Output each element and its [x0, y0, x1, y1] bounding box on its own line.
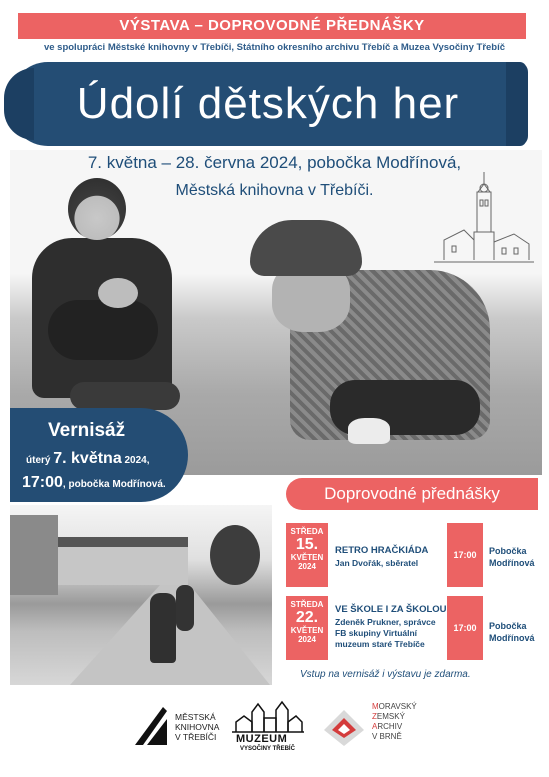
street-child — [150, 593, 176, 663]
lecture-2-place-line1: Pobočka — [489, 621, 527, 631]
lecture-1-place-line1: Pobočka — [489, 546, 527, 556]
lecture-2-year: 2024 — [298, 635, 316, 644]
archive-logo-line1: ORAVSKÝ — [378, 702, 417, 711]
lecture-1-place-line2: Modřínová — [489, 558, 535, 568]
street-child-far — [176, 585, 194, 631]
lecture-2-title: VE ŠKOLE I ZA ŠKOLOU — [335, 604, 447, 615]
library-logo-icon — [133, 705, 169, 747]
library-logo-text — [175, 712, 219, 742]
vernissage-year: 2024, — [124, 455, 150, 466]
marble-bag — [348, 418, 390, 444]
lecture-1-place — [489, 545, 535, 569]
archive-logo-line3: RCHIV — [377, 722, 403, 731]
vernissage-title: Vernisáž — [48, 420, 126, 441]
lecture-2-speaker — [335, 617, 436, 650]
library-logo-line2: KNIHOVNA — [175, 722, 220, 732]
archive-logo-initial-z: Z — [372, 712, 377, 721]
vernissage-time: 17:00 — [22, 474, 63, 491]
lecture-2-dow: STŘEDA — [290, 600, 324, 609]
vernissage-day: úterý — [26, 455, 51, 466]
vernissage-time-place — [22, 474, 166, 492]
lecture-1-speaker: Jan Dvořák, sběratel — [335, 558, 419, 568]
lecture-2-time: 17:00 — [447, 596, 483, 660]
boy-right-cap — [250, 220, 362, 276]
boy-left-hand — [98, 278, 138, 308]
vernissage-date-main: 7. května — [53, 450, 122, 467]
lecture-2-place-line2: Modřínová — [489, 633, 535, 643]
cooperation-line: ve spolupráci Městské knihovny v Třebíči, Státního okresního archivu Třebíč a Muzea Vysočiny Třebíč — [43, 42, 506, 53]
lecture-2-date — [286, 596, 328, 660]
exhibition-title: Údolí dětských her — [76, 79, 460, 128]
exhibition-venue: Městská knihovna v Třebíči. — [175, 182, 374, 199]
archive-logo-line4: V BRNĚ — [372, 732, 402, 741]
lecture-2-month: KVĚTEN — [290, 626, 324, 635]
lectures-heading: Doprovodné přednášky — [286, 478, 538, 510]
street-photo — [10, 505, 272, 685]
archive-logo-line2: EMSKÝ — [376, 712, 405, 721]
lecture-1-day: 15. — [295, 536, 319, 553]
boy-left-shoes — [70, 382, 180, 410]
lecture-1-date — [286, 523, 328, 587]
archive-logo-initial-a: A — [372, 722, 378, 731]
street-houses-row — [58, 537, 188, 585]
lecture-1-dow: STŘEDA — [290, 527, 324, 536]
vernissage-date — [26, 450, 150, 468]
archive-logo-text — [372, 702, 417, 742]
exhibition-dates: 7. května – 28. června 2024, pobočka Modřínová, — [87, 153, 462, 172]
lecture-1-year: 2024 — [298, 562, 316, 571]
lecture-1-month: KVĚTEN — [290, 553, 324, 562]
street-house-left — [10, 515, 58, 595]
lecture-2-place — [489, 620, 535, 644]
archive-logo-icon — [322, 708, 366, 746]
boy-left-legs — [48, 300, 158, 360]
lecture-2-day: 22. — [295, 609, 319, 626]
lecture-2-speaker-line1: Zdeněk Prukner, správce — [335, 617, 436, 627]
lecture-1-time: 17:00 — [447, 523, 483, 587]
lecture-1-title: RETRO HRAČKIÁDA — [335, 545, 429, 556]
lecture-2-speaker-line3: muzeum staré Třebíče — [335, 639, 425, 649]
vernissage-box — [10, 408, 188, 502]
free-entry-note: Vstup na vernisáž i výstavu je zdarma. — [300, 669, 471, 680]
library-logo-line3: V TŘEBÍČI — [175, 732, 217, 742]
museum-logo-subtext: VYSOČINY TŘEBÍČ — [240, 746, 295, 752]
vernissage-place: , pobočka Modřínová. — [62, 479, 166, 490]
archive-logo-initial-m: M — [372, 702, 379, 711]
lecture-2-speaker-line2: FB skupiny Virtuální — [335, 628, 418, 638]
top-banner: VÝSTAVA – DOPROVODNÉ PŘEDNÁŠKY — [18, 13, 526, 39]
museum-logo-text: MUZEUM — [236, 733, 288, 745]
street-tree — [210, 525, 260, 585]
library-logo-line1: MĚSTSKÁ — [175, 712, 216, 722]
